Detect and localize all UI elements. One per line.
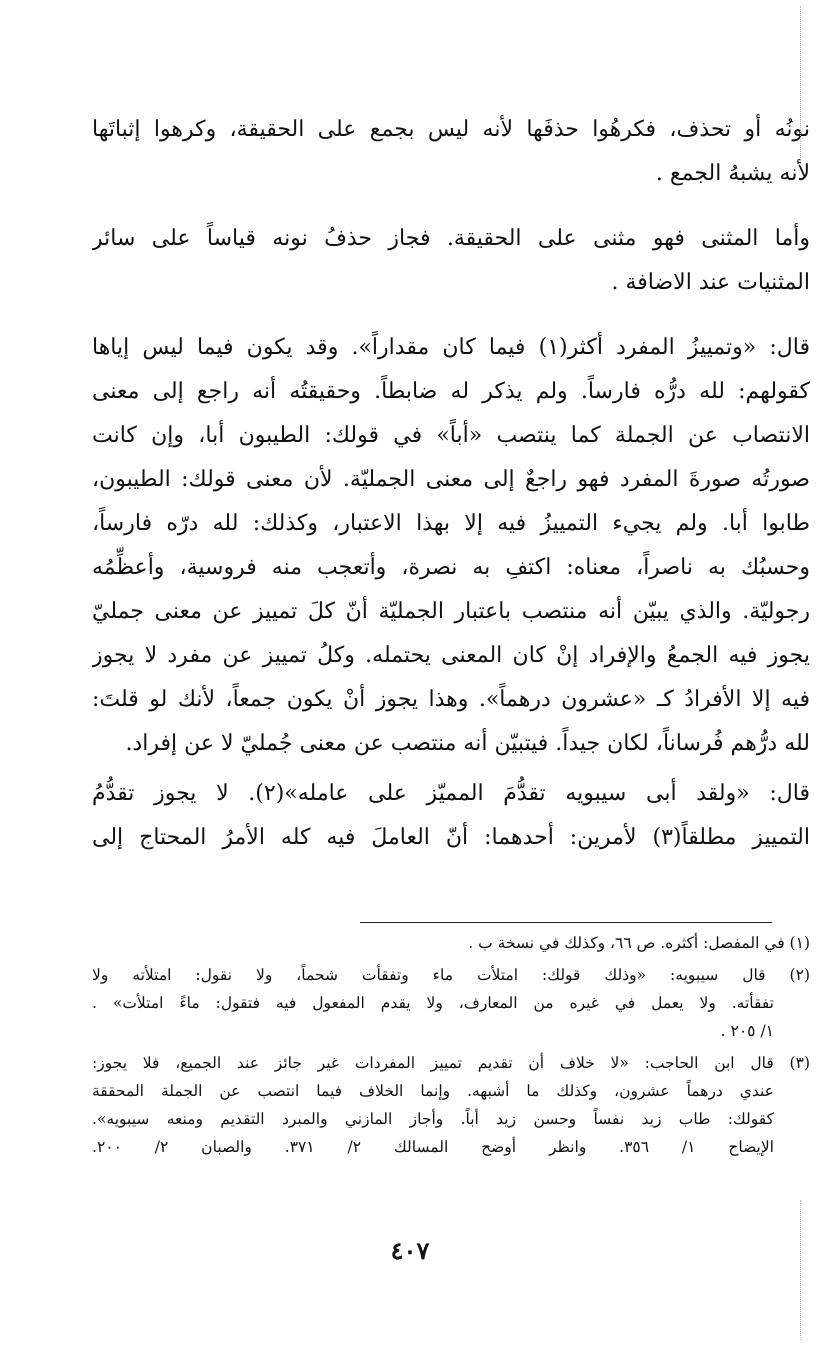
- footnote-line: (١) في المفصل: أكثره. ص ٦٦، وكذلك في نسخة ب .: [468, 934, 810, 952]
- body-line: لله درُّهم فُرساناً، لكان جيداً. فيتبيّن أنه منتصب عن معنى جُمليّ لا عن إفراد.: [125, 731, 810, 756]
- footnote-line: الإيضاح ١/ ٣٥٦. وانظر أوضح المسالك ٢/ ٣٧١. والصبان ٢/ ٢٠٠.: [92, 1138, 774, 1156]
- body-line: الانتصاب عن الجملة كما ينتصب «أباً» في قولك: الطيبون أبا، وإن كانت: [92, 423, 810, 448]
- footnote-line: (٣) قال ابن الحاجب: «لا خلاف أن تقديم تمييز المفردات غير جائز عند الجميع، فلا يجوز:: [92, 1054, 810, 1072]
- body-line: قال: «وتمييزُ المفرد أكثر(١) فيما كان مقداراً». وقد يكون فيما ليس إياها: [92, 335, 810, 360]
- paragraph-4: [92, 772, 810, 860]
- footnote-line: ١/ ٢٠٥ .: [720, 1022, 774, 1040]
- footnote-line: عندي درهماً عشرون، وكذلك ما أشبهه. وإنما الخلاف فيما انتصب عن الجملة المحققة: [92, 1082, 774, 1100]
- body-line: لأنه يشبهُ الجمع .: [655, 161, 810, 186]
- body-line: المثنيات عند الاضافة .: [611, 270, 810, 295]
- body-line: فيه إلا الأفرادُ كـ «عشرون درهماً». وهذا يجوز أنْ يكون جمعاً، لأنك لو قلتَ:: [92, 687, 810, 712]
- scan-artifact: [800, 6, 801, 166]
- scan-artifact: [800, 1200, 801, 1340]
- body-line: نونُه أو تحذف، فكرهُوا حذفَها لأنه ليس بجمع على الحقيقة، وكرهوا إثباتَها: [92, 117, 810, 142]
- footnote-line: كقولك: طاب زيد نفساً وحسن زيد أباً. وأجاز المازني والمبرد التقديم ومنعه سيبويه».: [92, 1110, 774, 1128]
- page-number: ٤٠٧: [390, 1236, 430, 1265]
- footnote-line: (٢) قال سيبويه: «وذلك قولك: امتلأت ماء وتفقأت شحماً، ولا نقول: امتلأته ولا: [92, 966, 810, 984]
- footnote-divider: [360, 922, 772, 923]
- footnote-line: تفقأته. ولا يعمل في غيره من المعارف، ولا يقدم المفعول فيه فتقول: ماءً امتلأت» .: [92, 994, 774, 1012]
- body-line: يجوز فيه الجمعُ والإفراد إنْ كان المعنى يحتمله. وكلُ تمييز عن مفرد لا يجوز: [92, 643, 810, 668]
- body-line: رجوليّة. والذي يبيّن أنه منتصب باعتبار الجمليّة أنّ كلَ تمييز عن معنى جمليّ: [92, 599, 810, 624]
- body-line: كقولهم: لله درُّه فارساً. ولم يذكر له ضابطاً. وحقيقتُه أنه راجع إلى معنى: [92, 379, 810, 404]
- paragraph-1: [92, 108, 810, 196]
- footnotes: [92, 929, 810, 1161]
- body-line: طابوا أبا. ولم يجيء التمييزُ فيه إلا بهذا الاعتبار، وكذلك: لله درّه فارساً،: [92, 511, 810, 536]
- paragraph-2: [92, 217, 810, 305]
- body-line: صورتُه صورةَ المفرد فهو راجعٌ إلى معنى الجمليّة. لأن معنى قولك: الطيبون،: [92, 467, 810, 492]
- body-line: وحسبُك به ناصراً، معناه: اكتفِ به نصرة، وأتعجب منه فروسية، وأعظِّمُه: [92, 555, 810, 580]
- body-line: قال: «ولقد أبى سيبويه تقدُّمَ المميّز على عامله»(٢). لا يجوز تقدُّمُ: [92, 781, 810, 806]
- body-line: التمييز مطلقاً(٣) لأمرين: أحدهما: أنّ العاملَ فيه كله الأمرُ المحتاج إلى: [92, 825, 810, 850]
- body-line: وأما المثنى فهو مثنى على الحقيقة. فجاز حذفُ نونه قياساً على سائر: [92, 226, 810, 251]
- paragraph-3: [92, 326, 810, 766]
- main-text: [92, 108, 810, 860]
